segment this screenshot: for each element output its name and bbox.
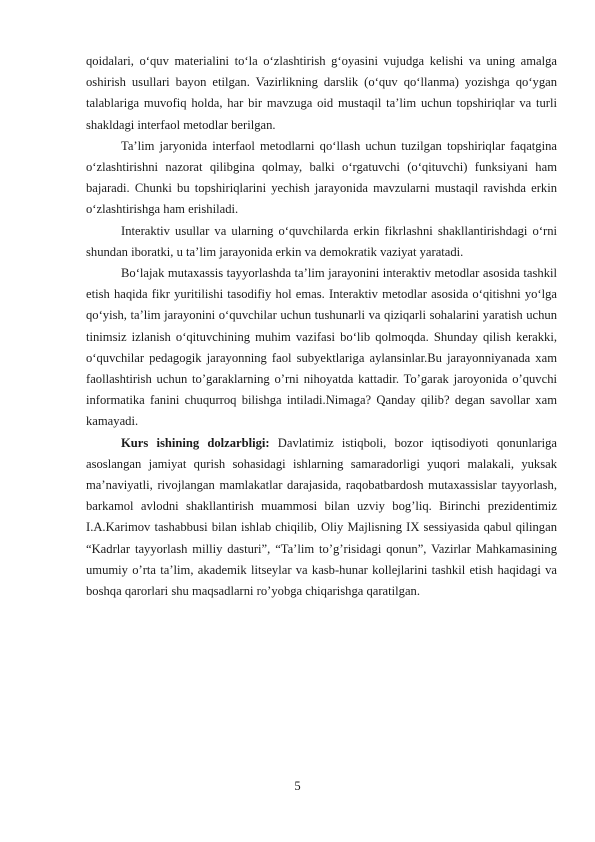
paragraph-2: Ta’lim jaryonida interfaol metodlarni qo‘llash uchun tuzilgan topshiriqlar faqatgina o‘zlashtirishni nazorat qilibgina qolmay, balki o‘rgatuvchi (o‘qituvchi) funksiyani ham bajaradi. Chunki bu topshiriqlarini yechish jarayonida mavzularni mustaqil ravishda erkin o‘zlashtirishga ham erishiladi. [86, 138, 557, 217]
paragraph-3: Interaktiv usullar va ularning o‘quvchilarda erkin fikrlashni shakllantirishdagi o‘rni shundan iboratki, u ta’lim jarayonida erkin va demokratik vaziyat yaratadi. [86, 223, 557, 259]
section-heading: Kurs ishining dolzarbligi: [121, 435, 270, 450]
paragraph-1: qoidalari, o‘quv materialini to‘la o‘zlashtirish g‘oyasini vujudga kelishi va uning amalga oshirish usullari bayon etilgan. Vazirlikning darslik (o‘quv qo‘llanma) yozishga qo‘ygan talablariga muvofiq holda, har bir mavzuga oid mustaqil ta’lim uchun topshiriqlar va turli shakldagi interfaol metodlar berilgan. [86, 54, 557, 132]
paragraph-4: Bo‘lajak mutaxassis tayyorlashda ta’lim jarayonini interaktiv metodlar asosida tashkil etish haqida fikr yuritilishi tasodifiy hol emas. Interaktiv metodlar asosida o‘qitishni yo‘lga qo‘yish, ta’lim jarayonini o‘quvchilar uchun tushunarli va qiziqarli sohalarini yaratish uchun tinimsiz izlanish o‘qituvchining muhim vazifasi bo‘lib qolmoqda. Shunday qilish kerakki, o‘quvchilar pedagogik jarayonning faol subyektlariga aylansinlar.Bu jarayonniyanada xam faollashtirish uchun to’garaklarning o’rni nihoyatda kattadir. To’garak jaroyonida o’quvchi informatika fanini chuqurroq bilishga intiladi.Nimaga? Qanday qilib? degan savollar xam kamayadi. [86, 266, 557, 429]
page-number: 5 [294, 779, 301, 793]
paragraph-5-text: Davlatimiz istiqboli, bozor iqtisodiyoti qonunlariga asoslangan jamiyat qurish sohasidagi ishlarning samaradorligi yuqori malakali, yuksak ma’naviyatli, rivojlangan mamlakatlar darajasida, raqobatbardosh mutaxassislar tayyorlash, barkamol avlodni shakllantirish muammosi bilan uzviy bog’liq. Birinchi prezidentimiz I.A.Karimov tashabbusi bilan ishlab chiqilib, Oliy Majlisning IX sessiyasida qabul qilingan “Kadrlar tayyorlash milliy dasturi”, “Ta’lim to’g’risidagi qonun”, Vazirlar Mahkamasining umumiy o’rta ta’lim, akademik litseylar va kasb-hunar kollejlarini tashkil etish haqidagi va boshqa qarorlari shu maqsadlarni ro’yobga chiqarishga qaratilgan. [86, 435, 557, 599]
paragraph-5 [86, 433, 557, 603]
document-body [86, 51, 557, 602]
